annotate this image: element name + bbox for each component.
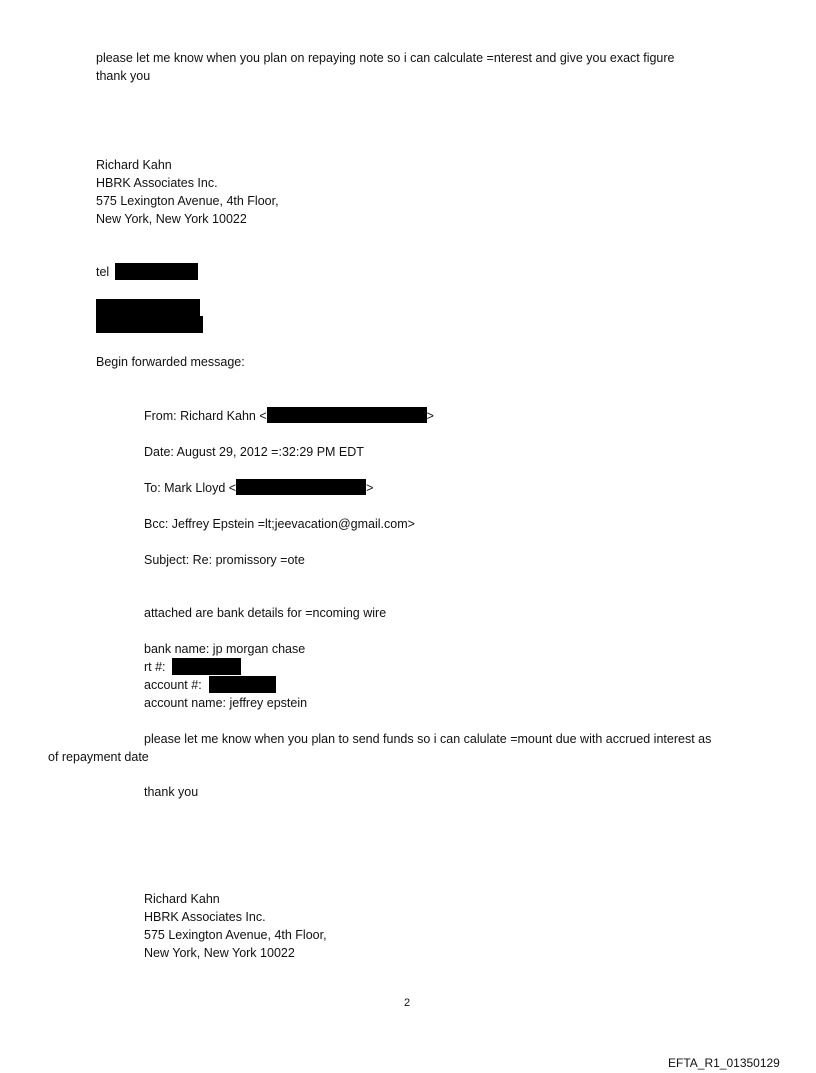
redaction-tel [115, 263, 198, 280]
signature-name: Richard Kahn [96, 158, 172, 172]
header-to-prefix: To: Mark Lloyd < [144, 481, 237, 495]
body-rt-label: rt #: [144, 660, 166, 674]
body-thanks: thank you [144, 785, 199, 799]
redaction-contact-1 [96, 299, 200, 316]
signature-bottom-address-2: New York, New York 10022 [144, 946, 295, 960]
redaction-to-email [236, 479, 366, 495]
redaction-from-email [267, 407, 427, 423]
body-account-name: account name: jeffrey epstein [144, 696, 308, 710]
signature-bottom-company: HBRK Associates Inc. [144, 910, 266, 924]
forward-intro: Begin forwarded message: [96, 355, 245, 369]
redaction-contact-2 [96, 316, 203, 333]
body-please-line-1: please let me know when you plan to send funds so i can calulate =mount due with accrued interest as [144, 732, 712, 746]
signature-company: HBRK Associates Inc. [96, 176, 218, 190]
body-bank-name: bank name: jp morgan chase [144, 642, 306, 656]
signature-address-1: 575 Lexington Avenue, 4th Floor, [96, 194, 279, 208]
body-please-line-2: of repayment date [48, 750, 149, 764]
header-subject: Subject: Re: promissory =ote [144, 553, 305, 567]
header-date: Date: August 29, 2012 =:32:29 PM EDT [144, 445, 364, 459]
header-to-suffix: > [366, 481, 374, 495]
signature-bottom-address-1: 575 Lexington Avenue, 4th Floor, [144, 928, 327, 942]
signature-bottom-name: Richard Kahn [144, 892, 220, 906]
header-from-suffix: > [426, 409, 434, 423]
note-line-1: please let me know when you plan on repaying note so i can calculate =nterest and give you exact figure [96, 51, 675, 65]
page-number: 2 [404, 997, 411, 1009]
header-from-prefix: From: Richard Kahn < [144, 409, 267, 423]
header-bcc: Bcc: Jeffrey Epstein =lt;jeevacation@gmail.com> [144, 517, 415, 531]
redaction-rt-number [172, 658, 241, 675]
redaction-account-number [209, 676, 276, 693]
tel-label: tel [96, 265, 110, 279]
header-to [144, 479, 373, 497]
signature-address-2: New York, New York 10022 [96, 212, 247, 226]
body-account-label: account #: [144, 678, 202, 692]
body-attached: attached are bank details for =ncoming wire [144, 606, 387, 620]
document-id: EFTA_R1_01350129 [668, 1056, 780, 1070]
note-line-2: thank you [96, 69, 151, 83]
header-from [144, 407, 434, 425]
